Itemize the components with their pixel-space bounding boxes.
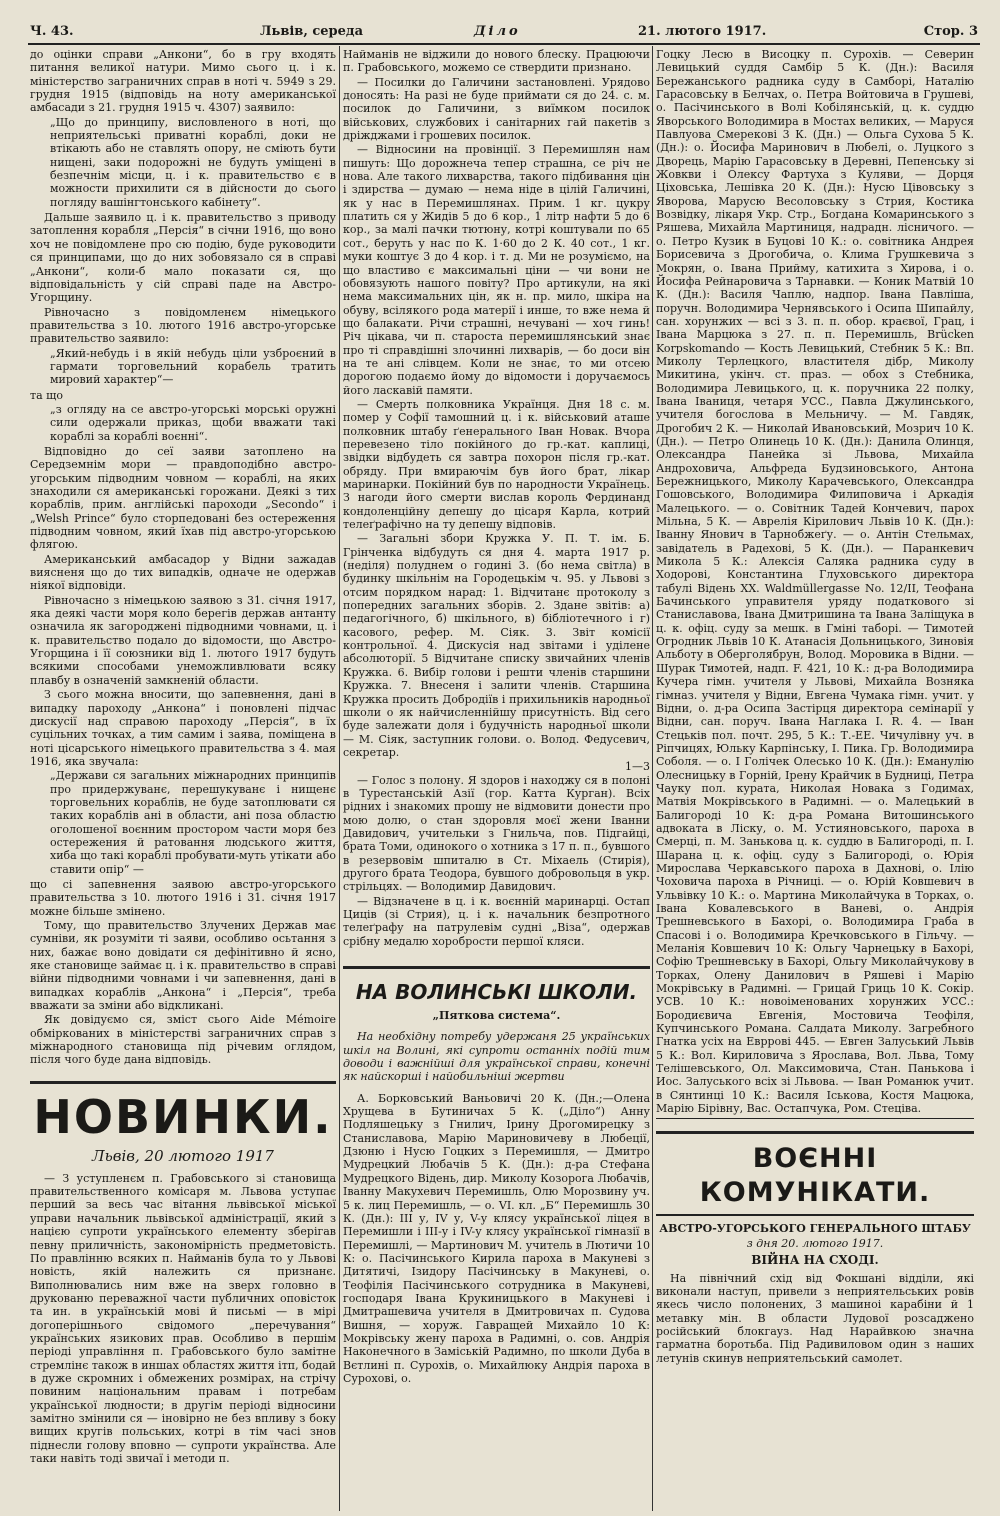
masthead-rule bbox=[28, 43, 980, 45]
article-paragraph: Відповідно до сеї заяви затоплено на Середземнім мори — правдоподібно австро-угорським підводним човном — кораблі, на яких знаходили ся американські горожани. Деякі з тих кораблів, прим. англійські пароходи „Secondo“ і „Welsh Prince“ було сторпедовані без остереження підводним човном, який їхав під австро-угорською флягою. bbox=[30, 444, 336, 552]
news-item: — Відносини на провінції. З Перемишлян нам пишуть: Що дорожнеча тепер страшна, се річ не нова. Але такого лихварства, такого підбивання цін і здирства — думаю — нема ніде в цілій Галичині, як у нас в Перемишлянах. Прим. 1 кг. цукру платить ся у Жидів 5 до 6 кор., 1 літр нафти 5 до 6 кор., за малі пачки тютюну, котрі коштували по 65 сот., беруть у нас по К. 1·60 до 2 К. 40 сот., 1 кг. муки коштує 3 до 4 кор. і т. д. Ми не розуміємо, на що властиво є максимальні ціни — чи вони не обовязують нашого повіту? Про артикули, на які нема максимальних цін, як н. пр. мило, шкіра на обуву, всілякого рода матерії і инше, то вже нема й що балакати. Річи страшні, нечувані — хоч гинь! Річ цікава, чи п. староста перемишлянський знає про ті справдішні злочинні лихварів, — бо доси він на те ані слівцем. Коли не знає, то ми отсею дорогою подаємо йому до відомости і доручаємось його ласкавій памяти. bbox=[343, 143, 650, 397]
article-paragraph: Найманів не віджили до нового блеску. Працюючи п. Грабовського, можемо се ствердити признано. bbox=[343, 48, 650, 75]
article-paragraph: що сі запевнення заявою австро-угорського правительства з 10. лютого 1916 і 31. січня 1917 можне більше змінено. bbox=[30, 877, 336, 918]
news-item: — Загальні збори Кружка У. П. Т. ім. Б. Грінченка відбудуть ся дня 4. марта 1917 р. (неділя) полуднем о годині 3. (бо нема світла) в будинку шкільнім на Городецькім ч. 95. у Львові з отсим порядком нарад: 1. Відчитанє протоколу з попередних загальних зборів. 2. Здане звітів: а) педагогічного, б) шкільного, в) бібліотечного і г) касового, рефер. М. Сіяк. 3. Звіт комісії контрольної. 4. Дискусія над звітами і уділене абсолюторії. 5 Відчитане списку звичайних членів Кружка. 6. Вибір голови і решти членів старшини Кружка. 7. Внесеня і залити членів. Старшина Кружка просить Добродіїв і прихильників народньої школи о як найчисленнійшу присутність. Від сего буде залежати доля і будучність народньої школи — М. Сіяк, заступник голови. о. Волод. Федусевич, секретар. bbox=[343, 532, 650, 759]
schools-lead: На необхідну потребу удержаня 25 українських шкіл на Волині, які супроти останніх подій тим доводи і важнійші для української справи, конечні як найскорші і найобильніші жертви bbox=[343, 1030, 650, 1084]
column-divider-1 bbox=[339, 46, 340, 1511]
quote: „з огляду на се австро-угорські морські оружні сили одержали приказ, щоби вважати такі кораблі за кораблі воєнні“. bbox=[50, 402, 336, 443]
article-paragraph: Тому, що правительство Злучених Держав має сумніви, як розуміти ті заяви, особливо осьтання з них, бажає воно довідати ся дефінітивно й ясно, яке становище займає ц. і к. правительство в справі війни підводними човнами і чи запевнення, дані в випадках кораблів „Анкона“ і „Персія“, треба вважати за зміни або відкликані. bbox=[30, 919, 336, 1013]
column-2 bbox=[343, 48, 650, 1513]
war-bulletin-date: з дня 20. лютого 1917. bbox=[746, 1236, 884, 1250]
war-bulletin-source: АВСТРО-УГОРСЬКОГО ГЕНЕРАЛЬНОГО ШТАБУ bbox=[659, 1221, 971, 1235]
article-paragraph: Американський амбасадор у Відни зажадав виясненя що до тих випадків, одначе не одержав ніякої відповіди. bbox=[30, 552, 336, 593]
issue-number: Ч. 43. bbox=[30, 24, 74, 39]
war-bulletins-heading: ВОЄННІ КОМУНІКАТИ. bbox=[656, 1131, 974, 1216]
news-item: — Голос з полону. Я здоров і находжу ся в полоні в Турестанській Азії (гор. Катта Курган). Всіх рідних і знакомих прошу не відмовити донести про мою долю, о стан здоровля моєї жени Іванни Давидович, учительки з Гнильча, пов. Підгайці, брата Томи, одинокого о хотника з 17 п. п., бувшого в резервовім шпиталю в Ст. Міхаель (Стирія), другого брата Теодора, бувшого добровольця в укр. стрільцях. — Володимир Давидович. bbox=[343, 773, 650, 894]
place-day: Львів, середа bbox=[260, 24, 364, 39]
schools-subheading: „Пяткова система“. bbox=[432, 1009, 561, 1023]
article-paragraph: Як довідуємо ся, зміст сього Aide Mémoire обміркованих в міністерстві заграничних справ з міжнародного становища під річевим оглядом, після чого буде дана відповідь. bbox=[30, 1013, 336, 1067]
news-item: — Посилки до Галичини застановлені. Урядово доносять: На разі не буде приймати ся до 24. с. м. посилок до Галичини, з виїмком посилок військових, службових і санітарних гай пакетів з дріжджами і грошевих посилок. bbox=[343, 75, 650, 143]
quote: „Який-небудь і в якій небудь ціли узброєний в гармати торговельний корабель тратить мировий характер“— bbox=[50, 346, 336, 387]
news-item: — Відзначене в ц. і к. воєнній маринарці. Остап Циців (зі Стрия), ц. і к. начальник безпротного телеґрафу на патрулевім судні „Віза“, одержав срібну медалю хоробрости першої кляси. bbox=[343, 894, 650, 948]
schools-section-heading: НА ВОЛИНСЬКІ ШКОЛИ. bbox=[343, 966, 650, 1005]
article-paragraph: Дальше заявило ц. і к. правительство з приводу затоплення корабля „Персія“ в січни 1916, що воно хоч не повідомлене про сю подію, буде руководити ся принципами, що до них зобовязало ся в справі „Анкони“, коли-б мало показати ся, що відповідальність у сій справі паде на Австро-Угорщину. bbox=[30, 211, 336, 305]
article-paragraph: Рівночасно з німецькою заявою з 31. січня 1917, яка деякі части моря коло берегів держав антанту означила як загороджені підводними човнами, ц. і к. правительство подало до відомости, що Австро-Угорщина і її союзники від 1. лютого 1917 будуть всякими способами унеможливлювати всяку плавбу в означеній замкненій области. bbox=[30, 593, 336, 687]
quote: „Держави ся загальних міжнародних принципів про придержуванє, перешукуванє і нищенє торговельних кораблів, не буде затоплювати ся таких кораблів ані в области, ані поза областю оголошеної воєнним простором части моря без остережения й ратовання людського життя, хиба що такі кораблі пробувати-муть утікати або ставити опір“ — bbox=[50, 769, 336, 876]
article-paragraph: З сього можна вносити, що запевнення, дані в випадку пароходу „Анкона“ і поновлені підчас дискусії над справою пароходу „Персія“, в їх суцільних точках, а тим самим і заява, поміщена в ноті цісарського німецького правительства з 4. мая 1916, яка звучала: bbox=[30, 688, 336, 768]
donation-list-continued: Гоцку Лесю в Висоцку п. Сурохів. — Северин Левицький суддя Самбір 5 К. (Дн.): Василя Бережанського радника суду в Самборі, Наталію Гарасовську в Белчах, о. Петра Войтовича в Грушеві, о. Пасічинського в Волі Кобілянській, ц. к. суддю Яворського Володимира в Мостах великих, — Маруся Павлуова Смерекові 3 К. (Дн.) — Ольга Сухова 5 К. (Дн.): о. Йосифа Маринович в Любелі, о. Луцкого з Дворець, Марію Гарасовську в Деревні, Пепенську зі Жовкви і Олексу Фартуха з Куляви, — Дорця Ціховська, Лешівка 20 К. (Дн.): Нусю Цівовську з Яворова, Марусю Весоловську з Стрия, Костика Возвідку, лікаря Укр. Стр., Богдана Комаринського з Ряшева, Михайла Мартиниця, надрадн. лісничого. — о. Петро Кузик в Буцові 10 К.: о. совітника Андрея Борисевича з Дрогобича, о. Клима Грушкевича з Мокрян, о. Івана Прийму, катихита з Хирова, і о. Йосифа Рейнаровича з Тарнавки. — Коник Матвій 10 К. (Дн.): Василя Чаплю, надпор. Івана Павліша, поручн. Володимира Чернявського і Осипа Шипайлу, сан. хорунжих — всі з 3. п. п. обор. краєвої, Грац, і Івана Марцюка з 27. п. п. Перемишль, Brücken Korpskomando — Кость Левицький, Стебник 5 К.: Вп. Миколу Терлецкого, властителя дібр, Миколу Микитина, укінч. ст. праз. — обох з Стебника, Володимира Левицького, ц. к. поручника 22 полку, Івана Іваниця, четаря УСС., Павла Джулинського, учителя богослова в Мельничу. — М. Гавдяк, Дрогобич 2 К. — Николай Ивановський, Мозрич 10 К. (Дн.). — Петро Олинець 10 К. (Дн.): Данила Олинця, Олександра Панейка зі Львова, Михайла Андроховича, Альфреда Будзиновського, Антона Бережницького, Миколу Карачевського, Олександра Гошовського, Володимира Филиповича і Аркадія Малецького. — о. Совітник Тадей Кончевич, парох Мільна, 5 К. — Аврелія Кірилович Львів 10 К. (Дн.): Іванну Янович в Тарнобжеґу. — о. Антін Стельмах, завідатель в Радехові, 5 К. (Дн.). — Паранкевич Микола 5 К.: Алексія Саляка радника суду в Ходорові, Константина Глуховського директора табулі Відень XX. Waldmüllergasse No. 12/II, Теофана Бачинського управителя уряду податкового зі Станиславова, Івана Дмитришина та Івана Заліщука в ц. к. офіц. суду за мешк. в Гміні таборі. — Тимотей Огродник Львів 10 К. Атанасія Дольницького, Зиновія Альботу в Оберголябрун, Волод. Моровика в Відни. — Шурак Тимотей, надп. F. 421, 10 К.: д-ра Володимира Кучера гімн. учителя у Львові, Михайла Возняка гімназ. учителя у Відни, Евгена Чумака гімн. учит. у Відни, о. д-ра Осипа Застірця директора семінарії у Відни, сан. поруч. Івана Наглака I. R. 4. — Іван Стецьків пол. почт. 295, 5 К.: Т.-ЕЕ. Чичулівну уч. в Ріпчицях, Юльку Карпінську, І. Пика. Гр. Володимира Соболя. — о. І Голічек Олесько 10 К. (Дн.): Еманулію Олесницьку в Горній, Ірену Крайчик в Будниці, Петра Чауку пол. курата, Николая Новака з Годимах, Матвія Мокрівського в Радимні. — о. Малецький в Балигороді 10 К: д-ра Романа Витошинського адвоката в Ліску, о. М. Устияновського, пароха в Смерці, п. М. Занькова ц. к. суддю в Балигороді, п. І. Шарана ц. к. офіц. суду з Балигороді, о. Юрія Мирослава Черкавського пароха в Дахнові, о. Ілію Чоховича пароха в Річниці. — о. Юрій Ковшевич в Ульвівку 10 К.: о. Мартина Миколайчука в Торках, о. Івана Ковалевського в Ваневі, о. Андрія Трешневського в Бахорі, о. Володимира Граба в Спасові і о. Володимира Кречковського в Гільчу. — Меланія Ковшевич 10 К: Ольгу Чарнецьку в Бахорі, Софію Трешневську в Бахорі, Ольгу Миколайчукову в Торках, Олену Данилович в Ряшеві і Марію Мокрівську в Радимні. — Грицай Гриць 10 К. Сокір. УСВ. 10 К.: новоіменованих хорунжих УСС.: Бородиєвича Евгенія, Мостовича Теофіля, Купчинського Романа. Салдата Миколу. Загребного Гнатка усіх на Евррові 445. — Евген Залуський Львів 5 К.: Вол. Кириловича з Ярослава, Вол. Льва, Тому Телішевського, Ол. Максимовича, Стан. Панькова і Иос. Залуського всіх зі Львова. — Іван Романюк учит. в Сянтинці 10 К.: Василя Іськова, Костя Мацюка, Марію Бірівну, Вас. Остапчука, Ром. Стеціва. bbox=[656, 48, 974, 1119]
column-3 bbox=[656, 48, 974, 1513]
article-paragraph: до оцінки справи „Анкони“, бо в гру входять питання великої натури. Мимо сього ц. і к. міністерство заграничних справ в ноті ч. 5949 з 29. грудня 1915 (відповідь на ноту американської амбасади з 21. грудня 1915 ч. 4307) заявило: bbox=[30, 48, 336, 115]
item-number: 1—3 bbox=[625, 760, 650, 774]
news-section-heading: НОВИНКИ. bbox=[30, 1081, 336, 1144]
war-bulletin-text: На північний схід від Фокшані відділи, які виконали наступ, привели з неприятельських ровів якесь число полонених, 3 машиноі карабіни й 1 метавку мін. В области Лудової розсаджено російський блокгауз. Над Нарайвкою значна гарматна боротьба. Під Радивиловом один з наших летунів скинув неприятельський самолет. bbox=[656, 1271, 974, 1365]
news-item: — Смерть полковника Українця. Дня 18 с. м. помер у Софії тамошний ц. і к. військовий аташе полковник штабу ґенерального Іван Новак. Вчора перевезено тіло покійного до гр.-кат. каплиці, звідки відбудеть ся завтра похорон після гр.-кат. обряду. При вмираючім був його брат, лікар маринарки. Покійний був по народности Українець. З нагоди його смерти вислав король Фердинанд кондоленційну депешу до цісаря Карла, котрий телеґрафічно на ту депешу відповів. bbox=[343, 397, 650, 532]
news-item: — З уступленєм п. Грабовського зі становища правительственного комісаря м. Львова уступає перший за весь час вітання львівської міської управи начальник львівської адміністрації, який з нацією супроти українського елементу зберігав певну приличність, закономірність предметовість. По правлінню всяких п. Найманів була то у Львові новість, якій належить ся признанє. Виполнювались ним вже на зверх головно в друкованю переважної части публичних оповісток та ин. в українській мові й письмі — в мірі догоперішнього свідомого „перечування“ українських язикових прав. Особливо в першім періоді управління п. Грабовського було замітне стремлінє також в иншах областях життя ітп, бодай в дуже скромних і обмежених розмірах, на стрічу повиним національним правам і потребам української людности; в другім періоді відносини замітно змінили ся — іновірно не без впливу з боку вищих кругів польських, котрі в тім часі знов піднесли голову вповно — супроти українства. Але таки навіть тоді звичаї і методи п. bbox=[30, 1171, 336, 1465]
masthead bbox=[28, 22, 980, 44]
column-divider-2 bbox=[652, 46, 653, 1511]
donation-list: А. Борковський Ваньовичі 20 К. (Дн.;—Олена Хрущева в Бутиничах 5 К. („Діло“) Анну Подляшецьку з Гнилич, Ірину Дрогомирецку з Станиславова, Марію Мариновичеву в Любеції, Дзюню і Нусю Гоцких з Перемишля, — Дмитро Мудрецкий Любачів 5 К. (Дн.): д-ра Стефана Мудрецкого Відень, дир. Миколу Козорога Любачів, Іванну Макухевич Перемишль, Олю Морозвину уч. 5 к. лиц Перемишль, — о. VI. кл. „Б“ Перемишль 30 К. (Дн.): ІІІ у, IV у, V-у клясу української ліцея в Перемишли і ІІІ-у і IV-у клясу української гімназії в Перемишлі, — Мартинович М. учитель в Лютичи 10 К: о. Пасічинського Кирила пароха в Макуневі з Дитятичі, Ізидору Пасічинську в Макуневі, о. Теофілія Пасічинського сотрудника в Макуневі, господаря Івана Крукиницького в Макуневі і Дмитрашевича учителя в Дмитровичах п. Судова Вишня, — хоруж. Гавращей Михайло 10 К: Мокрівську жену пароха в Радимні, о. сов. Андрія Наконечного в Заміській Радимно, по школи Дуба в Вєтлині п. Сурохів, о. Михайлюку Андрія пароха в Сурохові, о. bbox=[343, 1091, 650, 1385]
news-dateline: Львів, 20 лютого 1917 bbox=[92, 1146, 274, 1165]
page-number: Стор. 3 bbox=[923, 24, 978, 39]
quote: „Що до принципу, висловленого в ноті, що неприятельські приватні кораблі, доки не втікають або не ставлять опору, не сміють бути нищені, заки подорожні не будуть уміщені в безпечнім місци, ц. і к. правительство є в можности прихилити ся в дійсности до сього погляду вашінгтонського кабінету“. bbox=[50, 115, 336, 209]
article-paragraph: Рівночасно з повідомленєм німецького правительства з 10. лютого 1916 австро-угорське правительство заявило: bbox=[30, 305, 336, 346]
issue-date: 21. лютого 1917. bbox=[638, 24, 767, 39]
war-front-heading: ВІЙНА НА СХОДІ. bbox=[751, 1253, 879, 1268]
column-1 bbox=[30, 48, 336, 1513]
newspaper-title: Діло bbox=[474, 24, 521, 39]
article-paragraph: та що bbox=[30, 388, 63, 402]
